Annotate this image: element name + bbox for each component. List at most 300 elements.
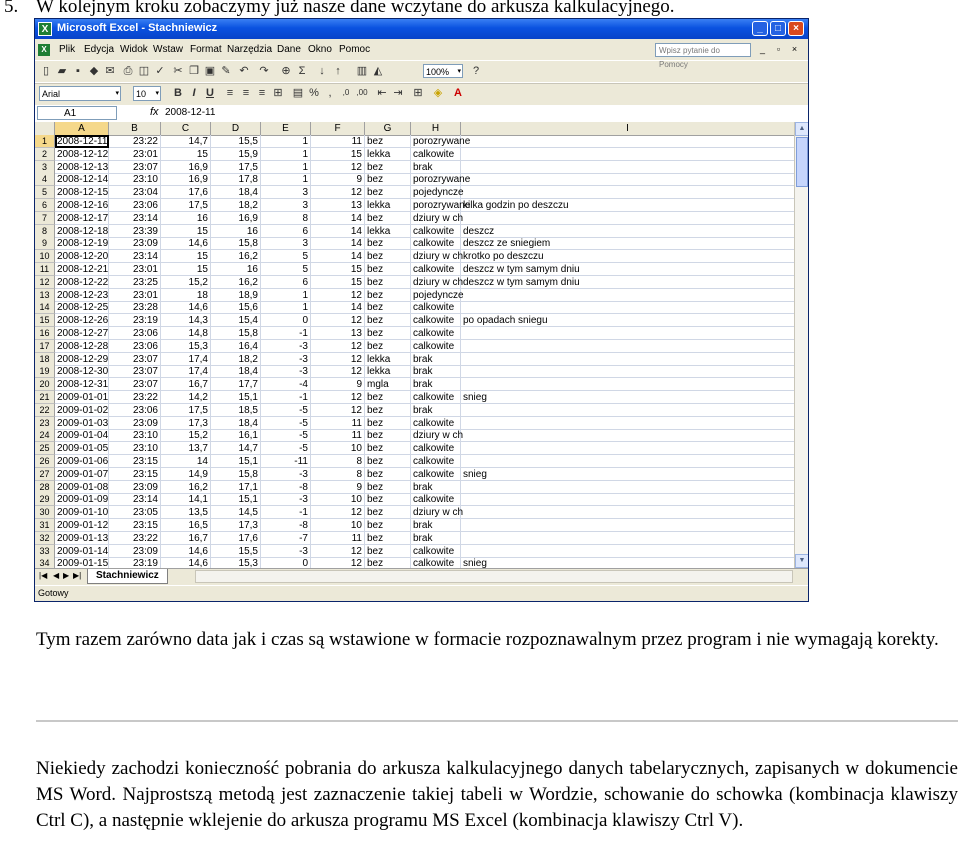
cell-a11[interactable]: 2008-12-21 [57, 264, 109, 275]
cell-g10[interactable]: bez [365, 250, 411, 263]
cell-a29[interactable]: 2009-01-09 [57, 494, 109, 506]
cell-d18[interactable]: 18,2 [211, 353, 261, 366]
cell-f4[interactable]: 9 [311, 173, 365, 186]
cell-e28[interactable]: -8 [261, 481, 311, 494]
open-icon[interactable]: ▰ [57, 65, 67, 77]
row-header[interactable]: 15 [35, 314, 55, 327]
cell-i9[interactable]: deszcz ze sniegiem [461, 237, 795, 250]
cell-g14[interactable]: bez [365, 301, 411, 314]
row-header[interactable]: 18 [35, 353, 55, 366]
cell-c15[interactable]: 14,3 [161, 314, 211, 327]
cell-i4[interactable] [461, 173, 795, 186]
cell-e21[interactable]: -1 [261, 391, 311, 404]
cell-d26[interactable]: 15,1 [211, 455, 261, 468]
cell-a27[interactable]: 2009-01-07 [57, 468, 109, 480]
cell-a3[interactable]: 2008-12-13 [57, 161, 109, 173]
cell-f13[interactable]: 12 [311, 289, 365, 302]
cell-e29[interactable]: -3 [261, 493, 311, 506]
cell-i11[interactable]: deszcz w tym samym dniu [461, 263, 795, 276]
cell-c10[interactable]: 15 [161, 250, 211, 263]
underline-icon[interactable]: U [206, 87, 214, 99]
permission-icon[interactable]: ◆ [89, 65, 99, 77]
cell-g11[interactable]: bez [365, 263, 411, 276]
cell-d29[interactable]: 15,1 [211, 493, 261, 506]
horizontal-scrollbar[interactable] [195, 570, 793, 583]
cell-a33[interactable]: 2009-01-14 [57, 545, 109, 557]
cell-d6[interactable]: 18,2 [211, 199, 261, 212]
scroll-down-icon[interactable]: ▼ [795, 554, 809, 568]
cell-h13[interactable]: pojedyncze [413, 289, 464, 301]
cell-g31[interactable]: bez [365, 519, 411, 532]
cell-f14[interactable]: 14 [311, 301, 365, 314]
redo-icon[interactable]: ↷ [259, 65, 269, 77]
cell-d9[interactable]: 15,8 [211, 237, 261, 250]
cell-d34[interactable]: 15,3 [211, 557, 261, 568]
row-header[interactable]: 22 [35, 404, 55, 417]
cell-e24[interactable]: -5 [261, 429, 311, 442]
cell-d11[interactable]: 16 [211, 263, 261, 276]
cell-e6[interactable]: 3 [261, 199, 311, 212]
print-preview-icon[interactable]: ◫ [138, 65, 150, 77]
column-header-h[interactable]: H [411, 122, 461, 135]
row-header[interactable]: 14 [35, 301, 55, 314]
row-header[interactable]: 9 [35, 237, 55, 250]
cell-e19[interactable]: -3 [261, 365, 311, 378]
cell-f3[interactable]: 12 [311, 161, 365, 174]
cell-f5[interactable]: 12 [311, 186, 365, 199]
cell-i30[interactable] [461, 506, 795, 519]
cell-d8[interactable]: 16 [211, 225, 261, 238]
cell-b9[interactable]: 23:09 [109, 237, 161, 250]
cell-e1[interactable]: 1 [261, 135, 311, 148]
cell-a28[interactable]: 2009-01-08 [57, 481, 109, 493]
cell-c16[interactable]: 14,8 [161, 327, 211, 340]
cell-a8[interactable]: 2008-12-18 [57, 225, 109, 237]
cell-g19[interactable]: lekka [365, 365, 411, 378]
cell-c21[interactable]: 14,2 [161, 391, 211, 404]
cell-c1[interactable]: 14,7 [161, 135, 211, 148]
row-header[interactable]: 19 [35, 365, 55, 378]
cell-g9[interactable]: bez [365, 237, 411, 250]
cut-icon[interactable]: ✂ [173, 65, 183, 77]
cell-c14[interactable]: 14,6 [161, 301, 211, 314]
last-sheet-icon[interactable]: ▶| [73, 571, 82, 580]
cell-h27[interactable]: calkowite [411, 468, 461, 481]
cell-e3[interactable]: 1 [261, 161, 311, 174]
cell-h10[interactable]: dziury w ch [413, 251, 464, 263]
row-header[interactable]: 27 [35, 468, 55, 481]
cell-d3[interactable]: 17,5 [211, 161, 261, 174]
cell-d19[interactable]: 18,4 [211, 365, 261, 378]
increase-indent-icon[interactable]: ⇥ [393, 87, 403, 99]
cell-f32[interactable]: 11 [311, 532, 365, 545]
sheet-tab[interactable]: Stachniewicz [87, 569, 168, 584]
cell-g25[interactable]: bez [365, 442, 411, 455]
cell-d31[interactable]: 17,3 [211, 519, 261, 532]
cell-e33[interactable]: -3 [261, 545, 311, 558]
cell-g3[interactable]: bez [365, 161, 411, 174]
cell-a17[interactable]: 2008-12-28 [57, 340, 109, 352]
cell-f27[interactable]: 8 [311, 468, 365, 481]
cell-c12[interactable]: 15,2 [161, 276, 211, 289]
bold-icon[interactable]: B [174, 87, 182, 99]
row-header[interactable]: 13 [35, 289, 55, 302]
cell-i7[interactable] [461, 212, 795, 225]
cell-h9[interactable]: calkowite [411, 237, 461, 250]
cell-b5[interactable]: 23:04 [109, 186, 161, 199]
cell-i34[interactable]: snieg [461, 557, 795, 568]
cell-i13[interactable] [461, 289, 795, 302]
cell-c11[interactable]: 15 [161, 263, 211, 276]
cell-h6[interactable]: porozrywane [413, 200, 471, 211]
cell-b27[interactable]: 23:15 [109, 468, 161, 481]
row-header[interactable]: 11 [35, 263, 55, 276]
cell-a16[interactable]: 2008-12-27 [57, 328, 109, 339]
row-header[interactable]: 17 [35, 340, 55, 353]
row-header[interactable]: 21 [35, 391, 55, 404]
row-header[interactable]: 4 [35, 173, 55, 186]
cell-h33[interactable]: calkowite [411, 545, 461, 558]
cell-c34[interactable]: 14,6 [161, 557, 211, 568]
cell-e23[interactable]: -5 [261, 417, 311, 430]
menu-okno[interactable]: Okno [308, 44, 332, 55]
cell-d15[interactable]: 15,4 [211, 314, 261, 327]
cell-c3[interactable]: 16,9 [161, 161, 211, 174]
cell-f25[interactable]: 10 [311, 442, 365, 455]
cell-i32[interactable] [461, 532, 795, 545]
cell-i10[interactable]: krotko po deszczu [461, 250, 795, 263]
cell-e31[interactable]: -8 [261, 519, 311, 532]
cell-h5[interactable]: pojedyncze [413, 187, 464, 199]
menu-wstaw[interactable]: Wstaw [153, 44, 183, 55]
help-search-input[interactable]: Wpisz pytanie do Pomocy [655, 43, 751, 57]
cell-f21[interactable]: 12 [311, 391, 365, 404]
cell-a25[interactable]: 2009-01-05 [57, 443, 109, 455]
cell-b28[interactable]: 23:09 [109, 481, 161, 494]
help-icon[interactable]: ? [472, 65, 480, 77]
cell-h25[interactable]: calkowite [411, 442, 461, 455]
cell-f24[interactable]: 11 [311, 429, 365, 442]
cell-e16[interactable]: -1 [261, 327, 311, 340]
cell-e27[interactable]: -3 [261, 468, 311, 481]
cell-g26[interactable]: bez [365, 455, 411, 468]
cell-a23[interactable]: 2009-01-03 [57, 417, 109, 429]
cell-c23[interactable]: 17,3 [161, 417, 211, 430]
cell-d17[interactable]: 16,4 [211, 340, 261, 353]
cell-c13[interactable]: 18 [161, 289, 211, 302]
row-header[interactable]: 12 [35, 276, 55, 289]
cell-i26[interactable] [461, 455, 795, 468]
font-name-select[interactable]: Arial ▾ [39, 86, 121, 101]
cell-e15[interactable]: 0 [261, 314, 311, 327]
cell-d32[interactable]: 17,6 [211, 532, 261, 545]
email-icon[interactable]: ✉ [105, 65, 115, 77]
cell-g32[interactable]: bez [365, 532, 411, 545]
cell-h1[interactable]: porozrywane [413, 136, 471, 147]
font-size-select[interactable]: 10 ▾ [133, 86, 161, 101]
cell-c19[interactable]: 17,4 [161, 365, 211, 378]
cell-i14[interactable] [461, 301, 795, 314]
cell-i5[interactable] [461, 186, 795, 199]
menu-narzedzia[interactable]: Narzędzia [227, 44, 273, 55]
cell-i15[interactable]: po opadach sniegu [461, 314, 795, 327]
cell-f17[interactable]: 12 [311, 340, 365, 353]
cell-b1[interactable]: 23:22 [109, 135, 161, 148]
cell-g33[interactable]: bez [365, 545, 411, 558]
cell-i20[interactable] [461, 378, 795, 391]
row-header[interactable]: 29 [35, 493, 55, 506]
row-header[interactable]: 33 [35, 545, 55, 558]
cell-c22[interactable]: 17,5 [161, 404, 211, 417]
cell-e17[interactable]: -3 [261, 340, 311, 353]
cell-e20[interactable]: -4 [261, 378, 311, 391]
cell-g13[interactable]: bez [365, 289, 411, 302]
cell-b8[interactable]: 23:39 [109, 225, 161, 238]
cell-c2[interactable]: 15 [161, 148, 211, 161]
doc-minimize-icon[interactable]: _ [759, 44, 765, 54]
cell-g30[interactable]: bez [365, 506, 411, 519]
column-header-f[interactable]: F [311, 122, 365, 135]
cell-i28[interactable] [461, 481, 795, 494]
menu-dane[interactable]: Dane [277, 44, 301, 55]
cell-b25[interactable]: 23:10 [109, 442, 161, 455]
cell-e12[interactable]: 6 [261, 276, 311, 289]
cell-b26[interactable]: 23:15 [109, 455, 161, 468]
cell-g4[interactable]: bez [365, 173, 411, 186]
column-header-c[interactable]: C [161, 122, 211, 135]
cell-h22[interactable]: brak [411, 404, 461, 417]
cell-g6[interactable]: lekka [365, 199, 411, 212]
cell-a19[interactable]: 2008-12-30 [57, 366, 109, 378]
cell-h15[interactable]: calkowite [411, 314, 461, 327]
cell-h23[interactable]: calkowite [411, 417, 461, 430]
cell-g2[interactable]: lekka [365, 148, 411, 161]
cell-a18[interactable]: 2008-12-29 [57, 353, 109, 365]
align-left-icon[interactable]: ≡ [226, 87, 234, 99]
row-header[interactable]: 25 [35, 442, 55, 455]
name-box[interactable]: A1 [37, 106, 117, 120]
row-header[interactable]: 7 [35, 212, 55, 225]
cell-d33[interactable]: 15,5 [211, 545, 261, 558]
doc-close-icon[interactable]: × [791, 44, 798, 54]
menu-pomoc[interactable]: Pomoc [339, 44, 371, 55]
cell-c33[interactable]: 14,6 [161, 545, 211, 558]
cell-h7[interactable]: dziury w ch [413, 212, 464, 224]
cell-e9[interactable]: 3 [261, 237, 311, 250]
cell-g34[interactable]: bez [365, 557, 411, 568]
cell-b3[interactable]: 23:07 [109, 161, 161, 174]
cell-i25[interactable] [461, 442, 795, 455]
cell-e13[interactable]: 1 [261, 289, 311, 302]
row-header[interactable]: 8 [35, 225, 55, 238]
cell-c24[interactable]: 15,2 [161, 429, 211, 442]
cell-f20[interactable]: 9 [311, 378, 365, 391]
row-header[interactable]: 5 [35, 186, 55, 199]
vertical-scrollbar[interactable] [794, 122, 809, 568]
cell-g18[interactable]: lekka [365, 353, 411, 366]
spelling-icon[interactable]: ✓ [155, 65, 165, 77]
cell-f34[interactable]: 12 [311, 557, 365, 568]
cell-g22[interactable]: bez [365, 404, 411, 417]
row-header[interactable]: 6 [35, 199, 55, 212]
cell-i29[interactable] [461, 493, 795, 506]
select-all-corner[interactable] [35, 122, 55, 135]
column-header-e[interactable]: E [261, 122, 311, 135]
cell-g1[interactable]: bez [365, 135, 411, 148]
formula-input[interactable]: 2008-12-11 [165, 107, 216, 118]
percent-icon[interactable]: % [309, 87, 319, 99]
new-icon[interactable]: ▯ [42, 65, 50, 77]
font-color-icon[interactable]: A [454, 87, 462, 99]
cell-f8[interactable]: 14 [311, 225, 365, 238]
minimize-icon[interactable]: _ [752, 21, 768, 36]
cell-f22[interactable]: 12 [311, 404, 365, 417]
cell-e5[interactable]: 3 [261, 186, 311, 199]
cell-a26[interactable]: 2009-01-06 [57, 456, 109, 467]
cell-i27[interactable]: snieg [461, 468, 795, 481]
autosum-icon[interactable]: Σ [298, 65, 306, 77]
cell-b6[interactable]: 23:06 [109, 199, 161, 212]
cell-d22[interactable]: 18,5 [211, 404, 261, 417]
cell-b22[interactable]: 23:06 [109, 404, 161, 417]
decrease-indent-icon[interactable]: ⇤ [377, 87, 387, 99]
cell-h4[interactable]: porozrywane [413, 174, 471, 186]
cell-b19[interactable]: 23:07 [109, 365, 161, 378]
next-sheet-icon[interactable]: ▶ [63, 571, 70, 580]
row-header[interactable]: 10 [35, 250, 55, 263]
insert-function-icon[interactable]: fx [150, 106, 159, 118]
row-header[interactable]: 16 [35, 327, 55, 340]
cell-g17[interactable]: bez [365, 340, 411, 353]
cell-a2[interactable]: 2008-12-12 [57, 148, 109, 160]
cell-e14[interactable]: 1 [261, 301, 311, 314]
cell-h26[interactable]: calkowite [411, 455, 461, 468]
row-header[interactable]: 30 [35, 506, 55, 519]
cell-d14[interactable]: 15,6 [211, 301, 261, 314]
cell-d4[interactable]: 17,8 [211, 173, 261, 186]
cell-a4[interactable]: 2008-12-14 [57, 174, 109, 186]
cell-f11[interactable]: 15 [311, 263, 365, 276]
cell-f30[interactable]: 12 [311, 506, 365, 519]
cell-b23[interactable]: 23:09 [109, 417, 161, 430]
undo-icon[interactable]: ↶ [239, 65, 249, 77]
cell-d13[interactable]: 18,9 [211, 289, 261, 302]
cell-a34[interactable]: 2009-01-15 [55, 557, 109, 568]
cell-f19[interactable]: 12 [311, 365, 365, 378]
cell-h12[interactable]: dziury w ch [413, 276, 464, 288]
cell-g12[interactable]: bez [365, 276, 411, 289]
prev-sheet-icon[interactable]: ◀ [53, 571, 60, 580]
cell-h16[interactable]: calkowite [411, 327, 461, 340]
cell-d10[interactable]: 16,2 [211, 250, 261, 263]
cell-b15[interactable]: 23:19 [109, 314, 161, 327]
paste-icon[interactable]: ▣ [204, 65, 216, 77]
cell-b33[interactable]: 23:09 [109, 545, 161, 558]
cell-a13[interactable]: 2008-12-23 [57, 289, 109, 301]
borders-icon[interactable]: ⊞ [413, 87, 423, 99]
cell-h20[interactable]: brak [411, 378, 461, 391]
cell-a30[interactable]: 2009-01-10 [57, 507, 109, 519]
cell-f6[interactable]: 13 [311, 199, 365, 212]
cell-f16[interactable]: 13 [311, 327, 365, 340]
cell-b29[interactable]: 23:14 [109, 493, 161, 506]
menu-plik[interactable]: Plik [59, 44, 76, 55]
cell-e7[interactable]: 8 [261, 212, 311, 225]
cell-b30[interactable]: 23:05 [109, 506, 161, 519]
column-header-b[interactable]: B [109, 122, 161, 135]
cell-h14[interactable]: calkowite [411, 301, 461, 314]
cell-e34[interactable]: 0 [261, 557, 311, 568]
cell-e25[interactable]: -5 [261, 442, 311, 455]
cell-i12[interactable]: deszcz w tym samym dniu [461, 276, 795, 289]
row-header[interactable]: 31 [35, 519, 55, 532]
drawing-icon[interactable]: ◭ [373, 65, 383, 77]
print-icon[interactable]: ⎙ [123, 65, 133, 77]
menu-widok[interactable]: Widok [120, 44, 148, 55]
cell-f15[interactable]: 12 [311, 314, 365, 327]
cell-d28[interactable]: 17,1 [211, 481, 261, 494]
cell-b14[interactable]: 23:28 [109, 301, 161, 314]
cell-e22[interactable]: -5 [261, 404, 311, 417]
cell-d21[interactable]: 15,1 [211, 391, 261, 404]
cell-d16[interactable]: 15,8 [211, 327, 261, 340]
cell-f9[interactable]: 14 [311, 237, 365, 250]
cell-e10[interactable]: 5 [261, 250, 311, 263]
cell-h2[interactable]: calkowite [411, 148, 461, 161]
menu-format[interactable]: Format [190, 44, 222, 55]
cell-b10[interactable]: 23:14 [109, 250, 161, 263]
row-header[interactable]: 3 [35, 161, 55, 174]
cell-d23[interactable]: 18,4 [211, 417, 261, 430]
cell-h30[interactable]: dziury w ch [413, 507, 464, 519]
increase-decimal-icon[interactable]: ,0 [342, 88, 350, 97]
cell-c30[interactable]: 13,5 [161, 506, 211, 519]
cell-h21[interactable]: calkowite [411, 391, 461, 404]
cell-c17[interactable]: 15,3 [161, 340, 211, 353]
cell-e18[interactable]: -3 [261, 353, 311, 366]
cell-d27[interactable]: 15,8 [211, 468, 261, 481]
cell-g5[interactable]: bez [365, 186, 411, 199]
cell-a32[interactable]: 2009-01-13 [57, 532, 109, 544]
cell-b20[interactable]: 23:07 [109, 378, 161, 391]
menu-edycja[interactable]: Edycja [84, 44, 115, 55]
cell-e30[interactable]: -1 [261, 506, 311, 519]
cell-a7[interactable]: 2008-12-17 [57, 212, 109, 224]
cell-c25[interactable]: 13,7 [161, 442, 211, 455]
cell-a1[interactable]: 2008-12-11 [57, 136, 108, 147]
cell-b34[interactable]: 23:19 [109, 557, 161, 568]
cell-i18[interactable] [461, 353, 795, 366]
cell-g29[interactable]: bez [365, 493, 411, 506]
cell-a6[interactable]: 2008-12-16 [57, 200, 109, 211]
cell-i1[interactable] [461, 135, 795, 148]
cell-a24[interactable]: 2009-01-04 [57, 430, 109, 442]
cell-h32[interactable]: brak [411, 532, 461, 545]
cell-b31[interactable]: 23:15 [109, 519, 161, 532]
cell-d24[interactable]: 16,1 [211, 429, 261, 442]
align-center-icon[interactable]: ≡ [242, 87, 250, 99]
cell-f10[interactable]: 14 [311, 250, 365, 263]
cell-d2[interactable]: 15,9 [211, 148, 261, 161]
column-header-g[interactable]: G [365, 122, 411, 135]
cell-b13[interactable]: 23:01 [109, 289, 161, 302]
first-sheet-icon[interactable]: |◀ [39, 571, 48, 580]
cell-h29[interactable]: calkowite [411, 493, 461, 506]
cell-f12[interactable]: 15 [311, 276, 365, 289]
cell-f26[interactable]: 8 [311, 455, 365, 468]
cell-h19[interactable]: brak [411, 365, 461, 378]
cell-i23[interactable] [461, 417, 795, 430]
